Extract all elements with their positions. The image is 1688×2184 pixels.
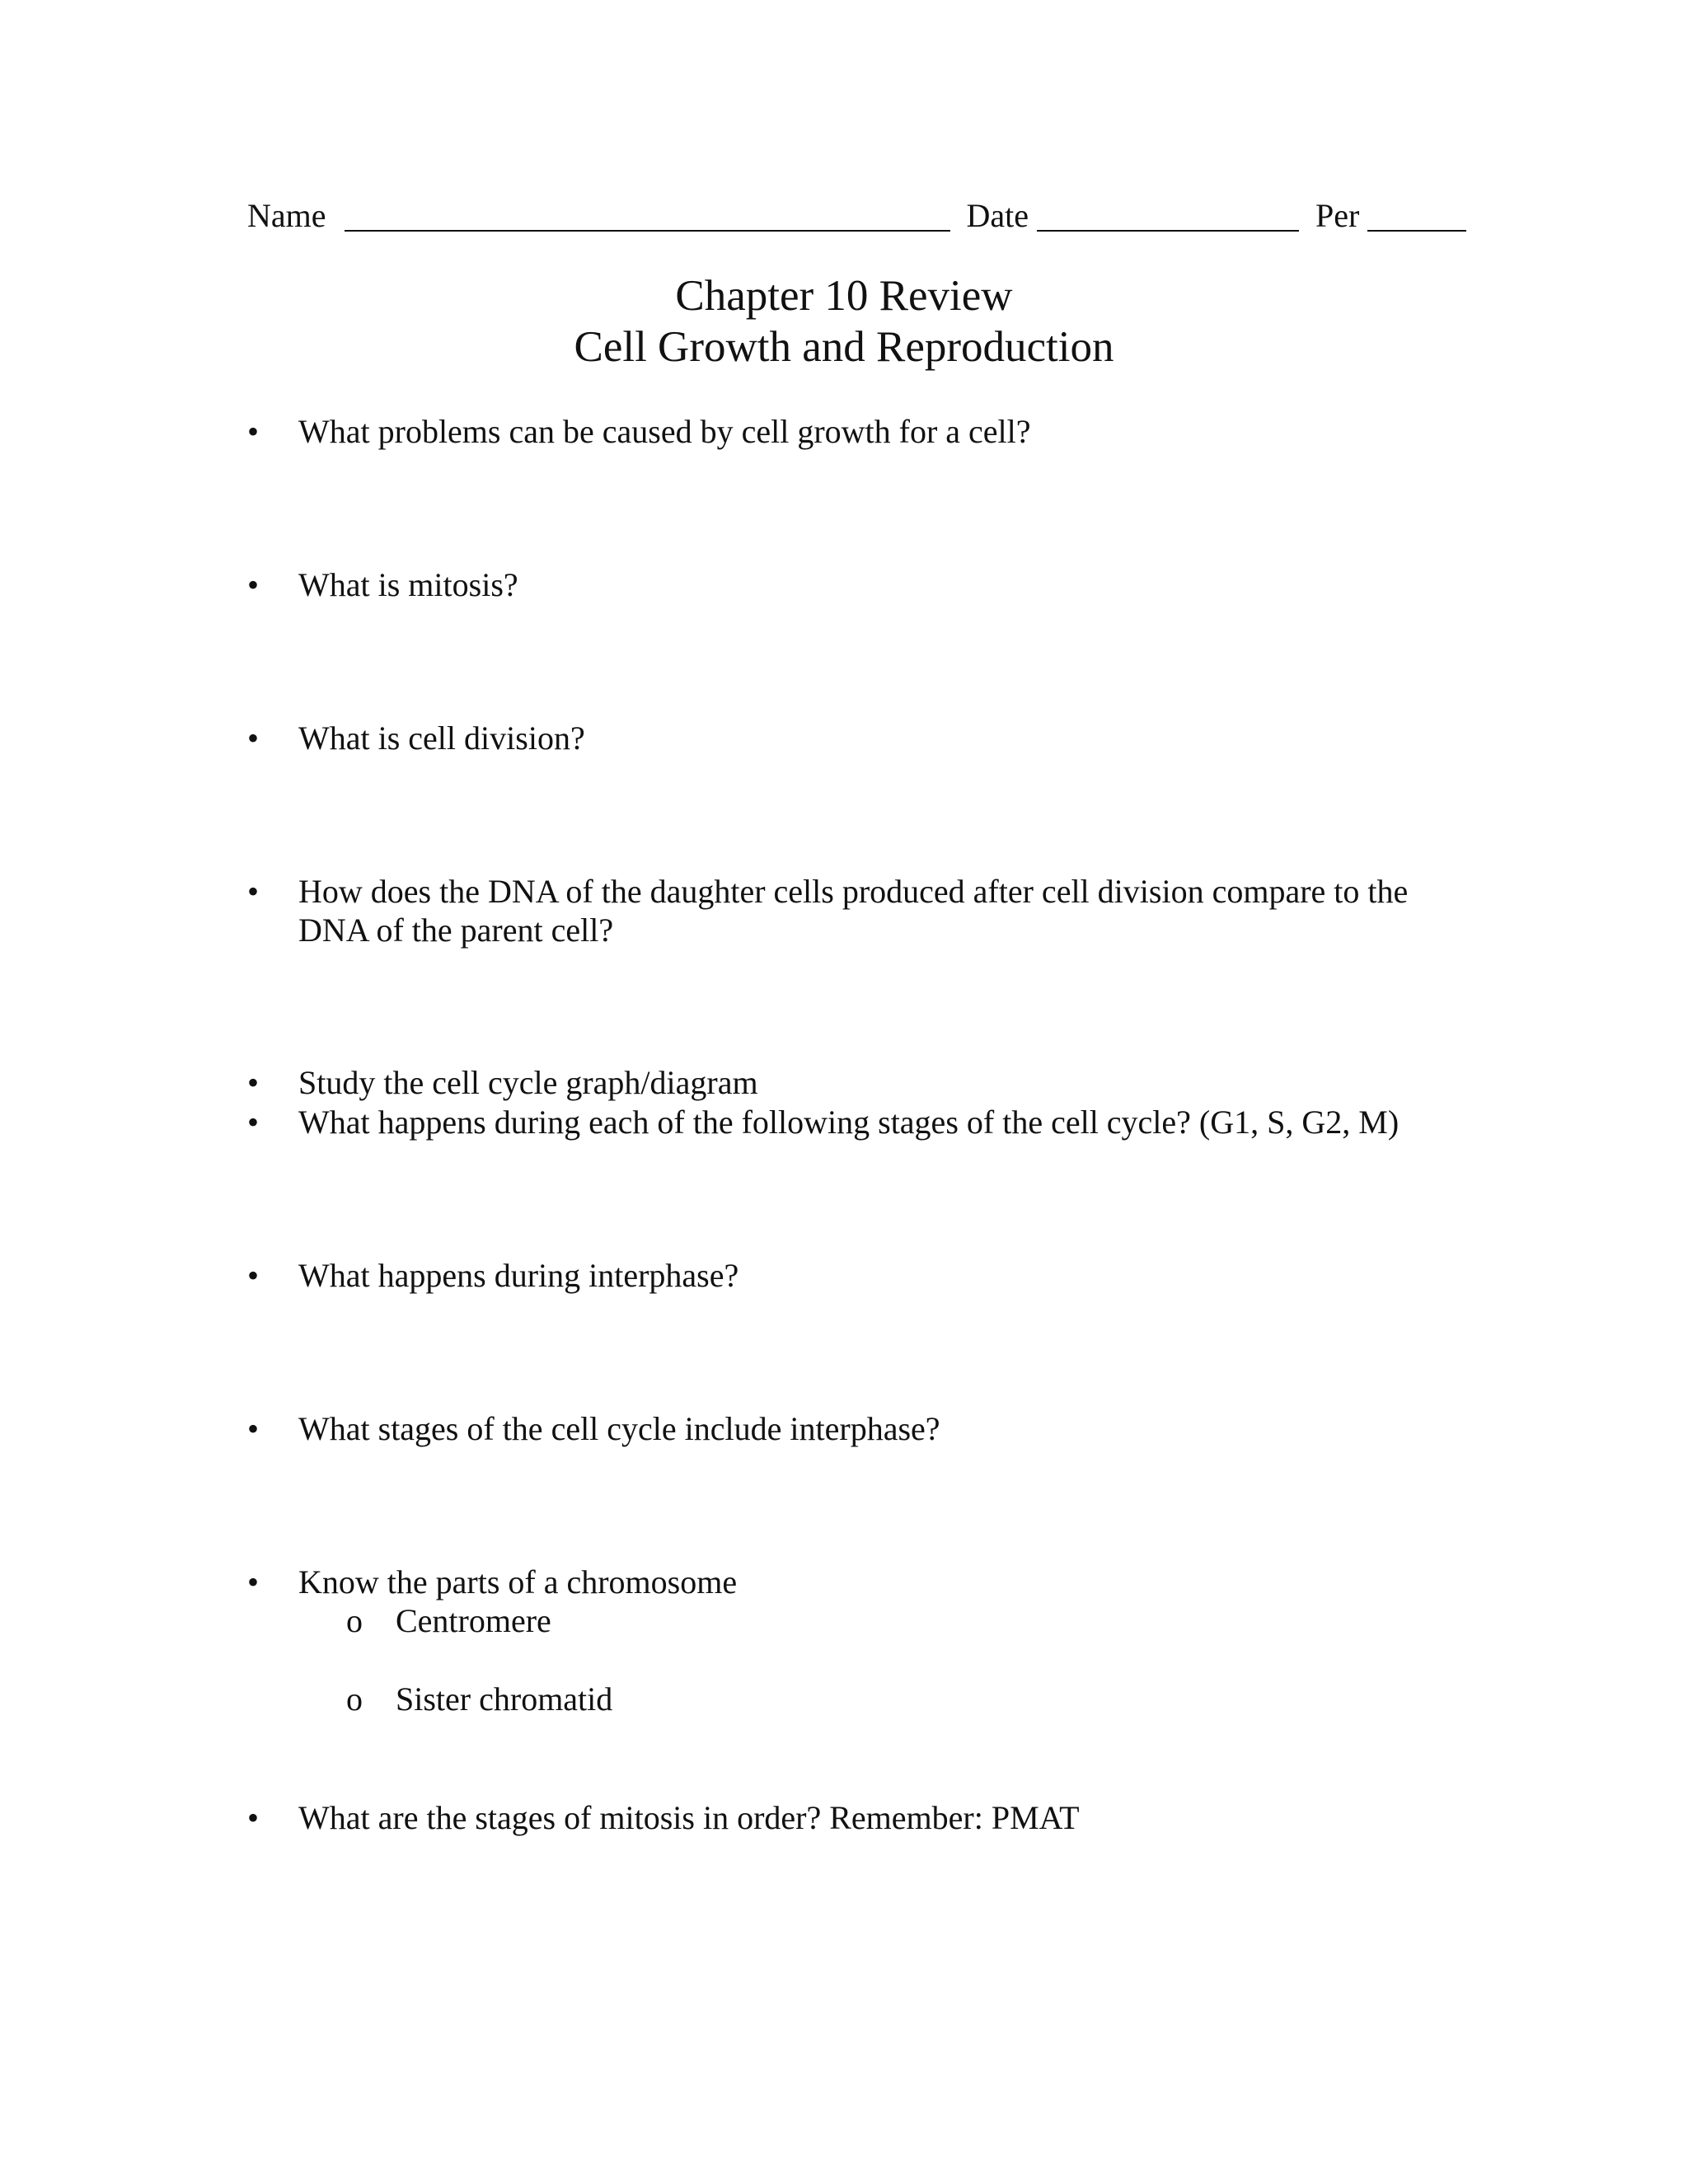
bullet-marker: • [247, 413, 260, 450]
bullet-marker: • [247, 1104, 260, 1141]
date-blank[interactable] [1037, 197, 1299, 232]
bullet-marker: • [247, 873, 260, 910]
question-text: Know the parts of a chromosome [298, 1563, 738, 1601]
sub-text: Centromere [396, 1602, 551, 1639]
bullet-marker: • [247, 719, 260, 757]
name-label: Name [247, 197, 326, 234]
question-text: What problems can be caused by cell growth for a cell? [298, 413, 1031, 450]
sub-marker: o [346, 1680, 363, 1718]
bullet-marker: • [247, 1410, 260, 1447]
per-label: Per [1315, 197, 1360, 234]
date-label: Date [966, 197, 1029, 234]
question-item [247, 872, 1442, 954]
question-text: What happens during interphase? [298, 1257, 739, 1294]
bullet-marker: • [247, 1064, 260, 1101]
bullet-marker: • [247, 566, 260, 603]
per-blank[interactable] [1367, 197, 1466, 232]
name-blank[interactable] [345, 197, 950, 232]
bullet-marker: • [247, 1257, 260, 1294]
sub-marker: o [346, 1602, 363, 1639]
page-title: Chapter 10 Review [675, 272, 1013, 320]
question-text: What is cell division? [298, 719, 585, 757]
question-text: Study the cell cycle graph/diagram [298, 1064, 758, 1101]
page-subtitle: Cell Growth and Reproduction [574, 323, 1114, 371]
bullet-marker: • [247, 1563, 260, 1601]
question-text: How does the DNA of the daughter cells produced after cell division compare to the DNA of the parent cell? [298, 873, 1409, 949]
sub-text: Sister chromatid [396, 1680, 613, 1718]
question-text: What happens during each of the following stages of the cell cycle? (G1, S, G2, M) [298, 1104, 1400, 1141]
question-text: What stages of the cell cycle include interphase? [298, 1410, 940, 1447]
question-text: What are the stages of mitosis in order? Remember: PMAT [298, 1799, 1080, 1836]
bullet-marker: • [247, 1799, 260, 1836]
header-line [247, 191, 1434, 241]
question-text: What is mitosis? [298, 566, 518, 603]
